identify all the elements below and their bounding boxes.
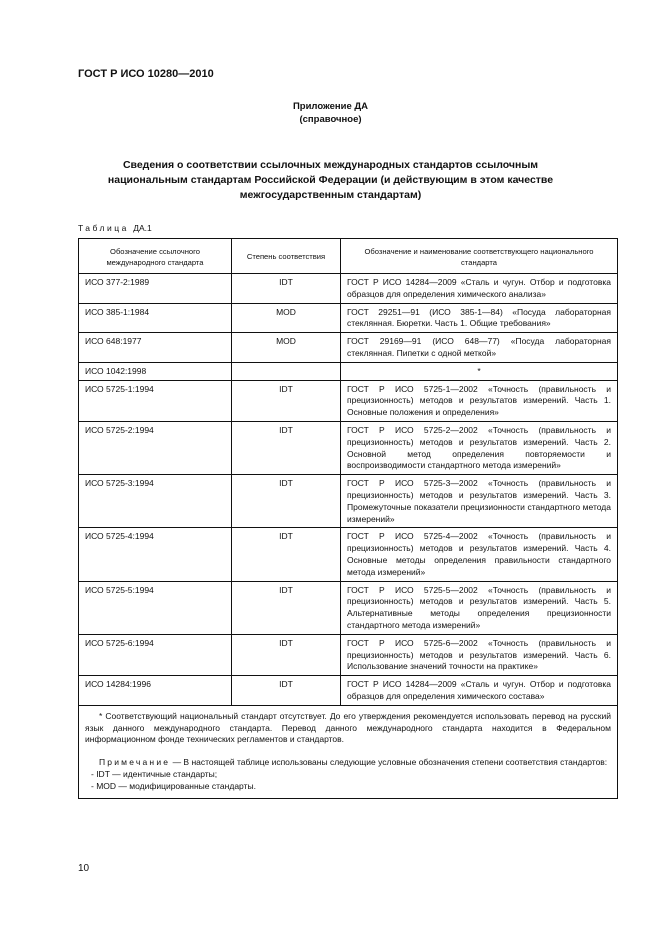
- table-notes-row: [79, 705, 618, 799]
- cell-degree: IDT: [232, 475, 341, 528]
- table-row: [79, 528, 618, 581]
- cell-degree: IDT: [232, 634, 341, 675]
- note-item-mod: - MOD — модифицированные стандарты.: [91, 780, 256, 791]
- cell-iso: ИСО 5725-1:1994: [79, 380, 232, 421]
- table-header-row: [79, 239, 618, 274]
- table-row: [79, 634, 618, 675]
- cell-degree: IDT: [232, 581, 341, 634]
- cell-national: *: [341, 362, 618, 380]
- cell-national: ГОСТ 29169—91 (ИСО 648—77) «Посуда лабораторная стеклянная. Пипетки с одной меткой»: [341, 333, 618, 363]
- annex-subtitle: (справочное): [299, 114, 362, 125]
- note-label: Примечание: [99, 757, 171, 768]
- note-text: — В настоящей таблице использованы следующие условные обозначения степени соответствия стандартов:: [170, 757, 608, 768]
- table-row: [79, 303, 618, 333]
- table-row: [79, 475, 618, 528]
- table-row: [79, 676, 618, 706]
- cell-degree: MOD: [232, 333, 341, 363]
- cell-degree: IDT: [232, 421, 341, 474]
- annex-title: Приложение ДА: [292, 101, 369, 112]
- table-row: [79, 362, 618, 380]
- cell-iso: ИСО 5725-5:1994: [79, 581, 232, 634]
- cell-iso: ИСО 377-2:1989: [79, 274, 232, 304]
- cell-national: ГОСТ Р ИСО 5725-2—2002 «Точность (правильность и прецизионность) методов и результатов измерений. Часть 2. Основной метод определения повторяемости и воспроизводимости стандартного метода измерений»: [341, 421, 618, 474]
- cell-iso: ИСО 5725-3:1994: [79, 475, 232, 528]
- table-label: [78, 223, 152, 233]
- cell-iso: ИСО 1042:1998: [79, 362, 232, 380]
- cell-national: ГОСТ Р ИСО 5725-3—2002 «Точность (правильность и прецизионность) методов и результатов измерений. Часть 3. Промежуточные показатели прецизионности стандартного метода измерений»: [341, 475, 618, 528]
- page-number: 10: [78, 863, 90, 874]
- cell-iso: ИСО 648:1977: [79, 333, 232, 363]
- correspondence-table: [78, 238, 618, 799]
- cell-national: ГОСТ 29251—91 (ИСО 385-1—84) «Посуда лабораторная стеклянная. Бюретки. Часть 1. Общие требования»: [341, 303, 618, 333]
- cell-national: ГОСТ Р ИСО 14284—2009 «Сталь и чугун. Отбор и подготовка образцов для определения химического анализа»: [341, 274, 618, 304]
- header-iso: Обозначение ссылочного международного стандарта: [79, 239, 232, 274]
- footnote: * Соответствующий национальный стандарт отсутствует. До его утверждения рекомендуется использовать перевод на русский язык данного международного стандарта. Перевод данного международного стандарта находится в Федеральном информационном фонде технических регламентов и стандартов.: [85, 710, 611, 745]
- cell-national: ГОСТ Р ИСО 5725-4—2002 «Точность (правильность и прецизионность) методов и результатов измерений. Часть 4. Основные методы определения правильности стандартного метода измерений»: [341, 528, 618, 581]
- cell-national: ГОСТ Р ИСО 5725-1—2002 «Точность (правильность и прецизионность) методов и результатов измерений. Часть 1. Основные положения и определения»: [341, 380, 618, 421]
- cell-iso: ИСО 14284:1996: [79, 676, 232, 706]
- cell-degree: [232, 362, 341, 380]
- table-row: [79, 380, 618, 421]
- cell-national: ГОСТ Р ИСО 5725-5—2002 «Точность (правильность и прецизионность) методов и результатов измерений. Часть 5. Альтернативные методы определения прецизионности стандартного метода измерений»: [341, 581, 618, 634]
- note-item-idt: - IDT — идентичные стандарты;: [91, 768, 218, 779]
- cell-degree: IDT: [232, 380, 341, 421]
- table-row: [79, 581, 618, 634]
- header-degree: Степень соответствия: [232, 239, 341, 274]
- annex-heading: [0, 100, 661, 126]
- table-row: [79, 333, 618, 363]
- cell-degree: IDT: [232, 528, 341, 581]
- cell-degree: MOD: [232, 303, 341, 333]
- table-notes: [79, 705, 618, 799]
- cell-iso: ИСО 5725-2:1994: [79, 421, 232, 474]
- table-label-number: ДА.1: [133, 223, 152, 233]
- cell-iso: ИСО 5725-6:1994: [79, 634, 232, 675]
- note-paragraph: [85, 757, 611, 769]
- document-header: ГОСТ Р ИСО 10280—2010: [78, 68, 214, 80]
- cell-national: ГОСТ Р ИСО 5725-6—2002 «Точность (правильность и прецизионность) методов и результатов измерений. Часть 6. Использование значений точности на практике»: [341, 634, 618, 675]
- cell-iso: ИСО 385-1:1984: [79, 303, 232, 333]
- cell-degree: IDT: [232, 676, 341, 706]
- cell-national: ГОСТ Р ИСО 14284—2009 «Сталь и чугун. Отбор и подготовка образцов для определения химического состава»: [341, 676, 618, 706]
- cell-iso: ИСО 5725-4:1994: [79, 528, 232, 581]
- cell-degree: IDT: [232, 274, 341, 304]
- table-row: [79, 421, 618, 474]
- header-national: Обозначение и наименование соответствующего национального стандарта: [341, 239, 618, 274]
- section-title: Сведения о соответствии ссылочных международных стандартов ссылочным национальным стандартам Российской Федерации (и действующим в этом качестве межгосударственным стандартам): [107, 159, 554, 201]
- table-label-word: Таблица: [78, 223, 129, 233]
- table-row: [79, 274, 618, 304]
